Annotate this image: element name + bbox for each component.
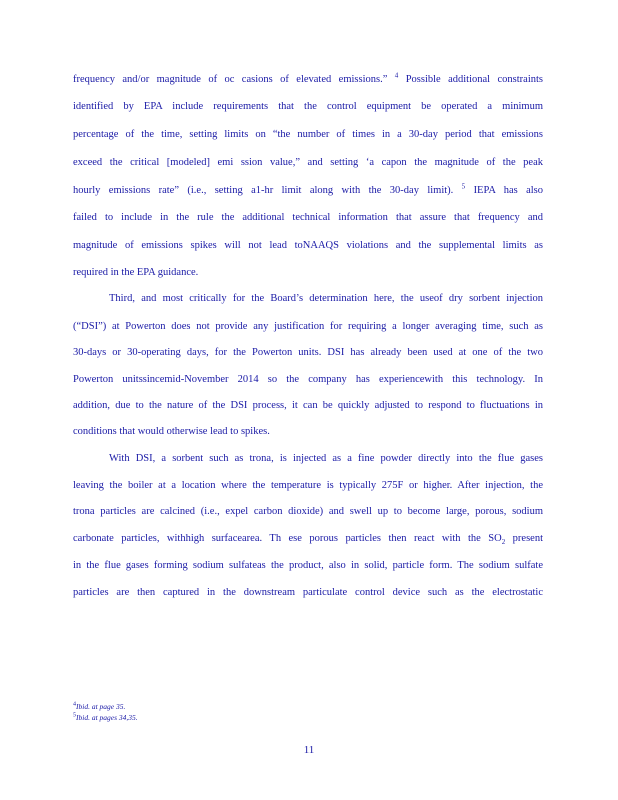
body-line-4: exceed the critical [modeled] emi ssion value,” and setting ‘a capon the magnitude of the peak — [73, 157, 543, 168]
body-line-16: leaving the boiler at a location where the temperature is typically 275F or higher. After injection, the — [73, 480, 543, 491]
footnote-4: $^4$Ibid. at page 35. — [73, 701, 126, 711]
body-line-11: 30-days or 30-operating days, for the Powerton units. DSI has already been used at one of the two — [73, 347, 543, 358]
body-line-3: percentage of the time, setting limits on “the number of times in a 30-day period that emissions — [73, 129, 543, 140]
body-line-1: frequency and/or magnitude of oc casions of elevated emissions.” $^4$ Possible additional constraints — [73, 71, 543, 85]
body-line-13: addition, due to the nature of the DSI process, it can be quickly adjusted to respond to fluctuations in — [73, 400, 543, 411]
footnote-ref-4: 4 — [394, 71, 399, 80]
body-line-20: particles are then captured in the downstream particulate control device such as the electrostatic — [73, 587, 543, 598]
body-line-19: in the flue gases forming sodium sulfateas the product, also in solid, particle form. The sodium sulfate — [73, 560, 543, 571]
body-line-15: With DSI, a sorbent such as trona, is injected as a fine powder directly into the flue gases — [109, 453, 543, 464]
body-line-8: required in the EPA guidance. — [73, 267, 199, 278]
body-line-14: conditions that would otherwise lead to spikes. — [73, 426, 270, 437]
footnote-ref-5: 5 — [461, 182, 466, 191]
body-line-10: (“DSI”) at Powerton does not provide any justification for requiring a longer averaging time, such as — [73, 321, 543, 332]
body-line-17: trona particles are calcined (i.e., expel carbon dioxide) and swell up to become large, porous, sodium — [73, 506, 543, 517]
body-line-5: hourly emissions rate” (i.e., setting a1-hr limit along with the 30-day limit). $^5$ IEPA has also — [73, 182, 544, 196]
body-line-7: magnitude of emissions spikes will not lead toNAAQS violations and the supplemental limits as — [73, 240, 543, 251]
body-line-9: Third, and most critically for the Board’s determination here, the useof dry sorbent injection — [109, 293, 543, 304]
body-line-18: carbonate particles, withhigh surfacearea. Th ese porous particles then react with the $SO_2$ present — [73, 533, 543, 547]
body-line-12: Powerton unitssincemid-November 2014 so the company has experiencewith this technology. In — [73, 374, 543, 385]
so2-subscript: 2 — [501, 538, 506, 547]
footnote-5: $^5$Ibid. at pages 34,35. — [73, 712, 138, 722]
body-line-2: identified by EPA include requirements that the control equipment be operated a minimum — [73, 101, 543, 112]
body-line-6: failed to include in the rule the additional technical information that assure that frequency and — [73, 212, 543, 223]
page-number: 11 — [303, 744, 315, 756]
